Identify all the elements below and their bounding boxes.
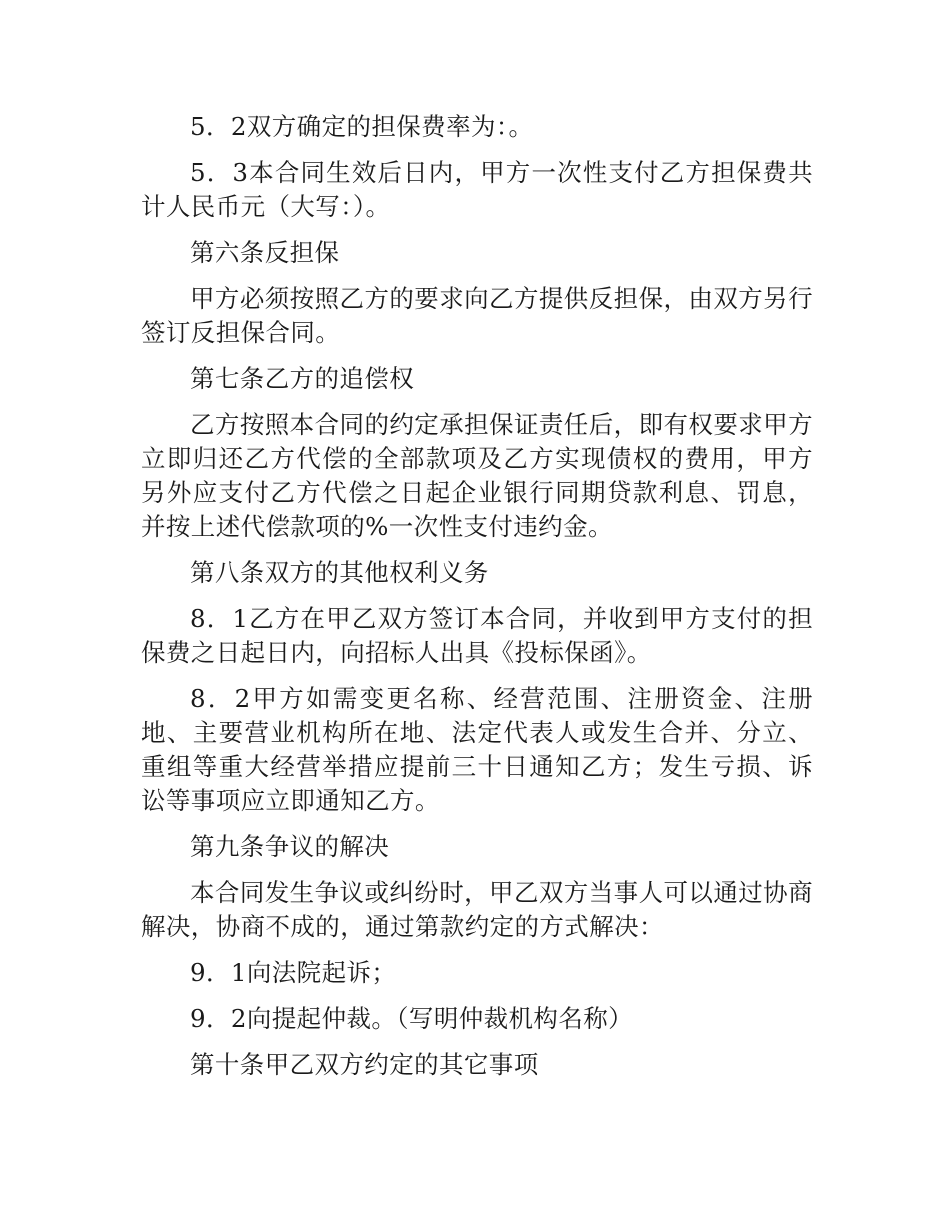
paragraph-counter-guarantee: 甲方必须按照乙方的要求向乙方提供反担保，由双方另行签订反担保合同。	[141, 284, 813, 347]
heading-article-7: 第七条乙方的追偿权	[190, 364, 415, 393]
paragraph-guarantee-fee-payment: 5．3本合同生效后日内，甲方一次性支付乙方担保费共计人民币元（大写：）。	[141, 158, 813, 221]
heading-article-6: 第六条反担保	[190, 238, 340, 267]
heading-article-8: 第八条双方的其他权利义务	[190, 558, 489, 587]
paragraph-clause-9-2: 9．2向提起仲裁。（写明仲裁机构名称）	[190, 1004, 634, 1033]
paragraph-clause-8-2: 8．2甲方如需变更名称、经营范围、注册资金、注册地、主要营业机构所在地、法定代表人或发生合并、分立、重组等重大经营举措应提前三十日通知乙方；发生亏损、诉讼等事项应立即通知乙方。	[141, 684, 813, 815]
paragraph-guarantee-rate: 5．2双方确定的担保费率为：。	[190, 112, 534, 141]
heading-article-10: 第十条甲乙双方约定的其它事项	[190, 1050, 539, 1079]
paragraph-clause-8-1: 8．1乙方在甲乙双方签订本合同，并收到甲方支付的担保费之日起日内，向招标人出具《投标保函》。	[141, 604, 813, 667]
paragraph-recourse-right: 乙方按照本合同的约定承担保证责任后，即有权要求甲方立即归还乙方代偿的全部款项及乙方实现债权的费用，甲方另外应支付乙方代偿之日起企业银行同期贷款利息、罚息，并按上述代偿款项的%一次性支付违约金。	[141, 410, 813, 541]
document-body	[141, 110, 813, 1094]
paragraph-clause-9-1: 9．1向法院起诉；	[190, 958, 397, 987]
heading-article-9: 第九条争议的解决	[190, 832, 390, 861]
paragraph-dispute-resolution: 本合同发生争议或纠纷时，甲乙双方当事人可以通过协商解决，协商不成的，通过第款约定的方式解决：	[141, 878, 813, 941]
